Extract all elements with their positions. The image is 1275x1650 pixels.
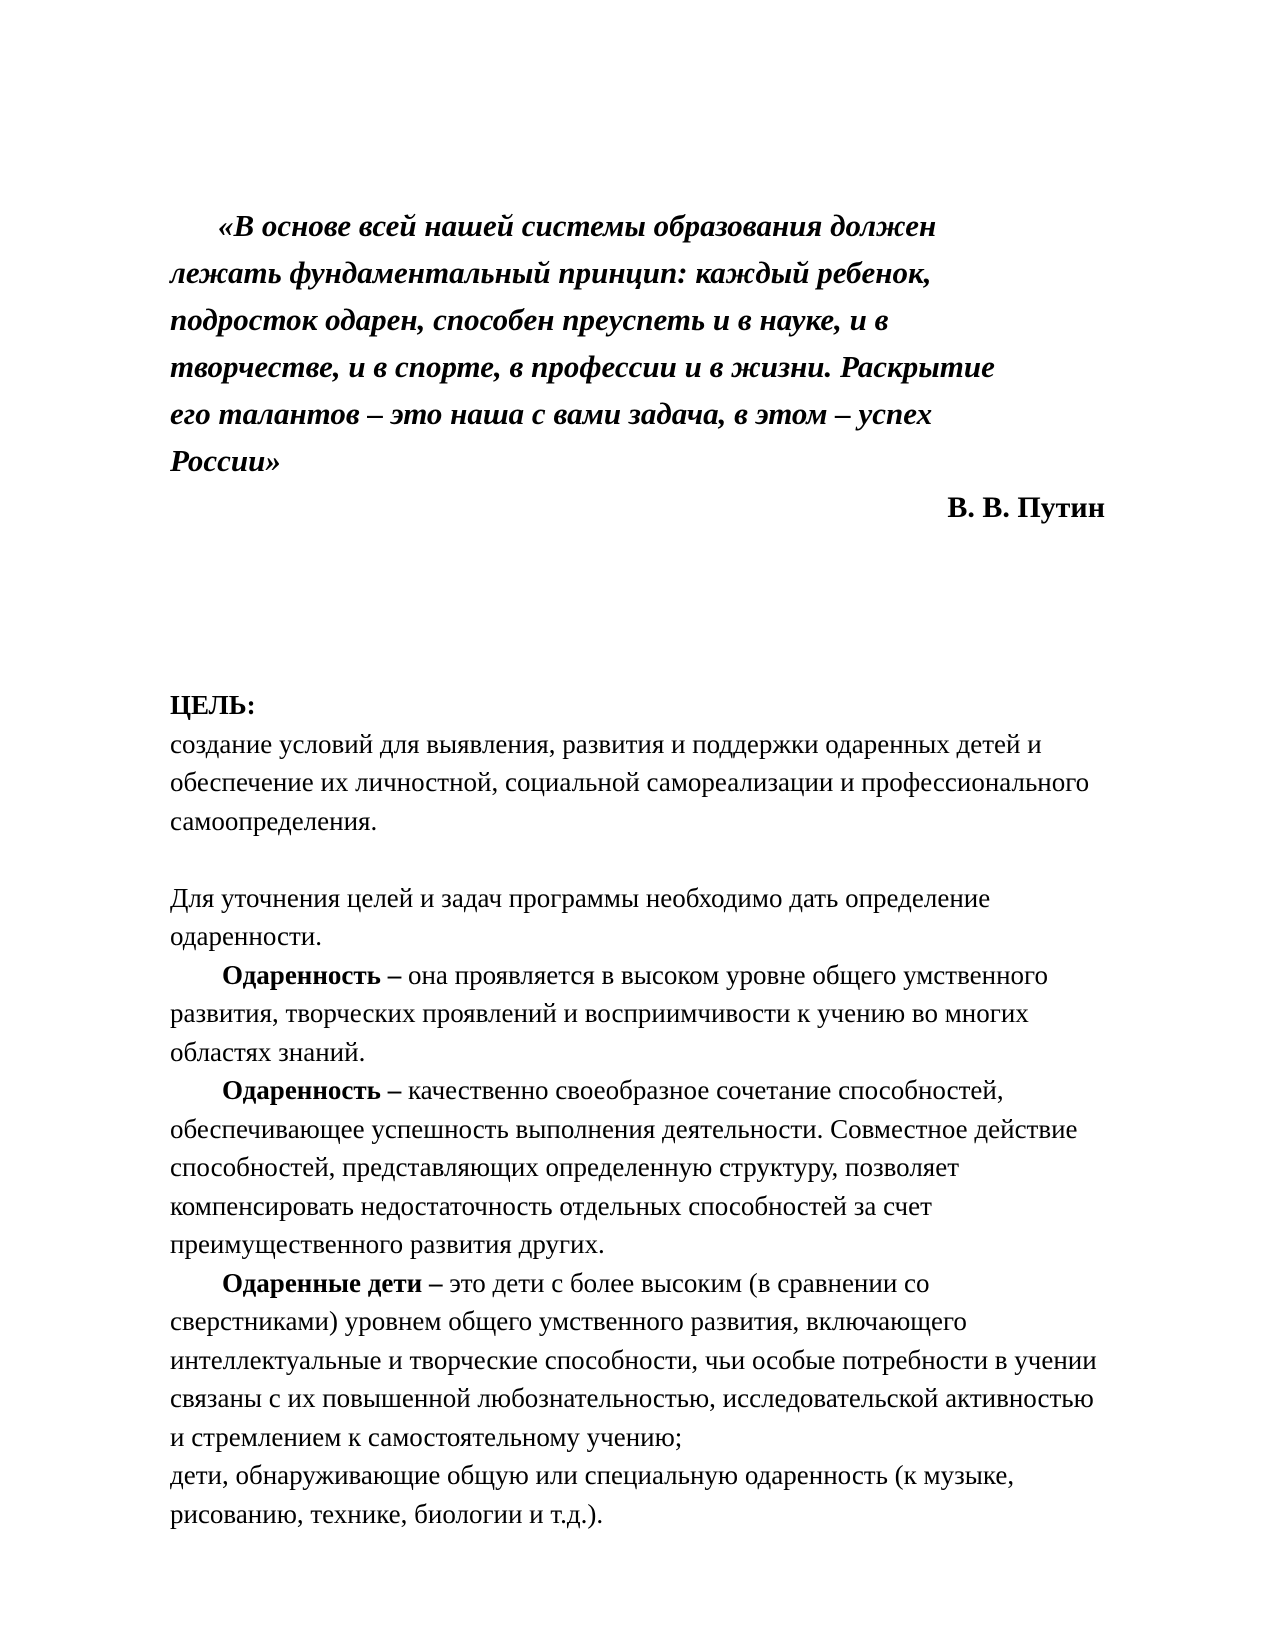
text-line: подросток одарен, способен преуспеть и в науке, и в [170,302,889,337]
bold-term: Одаренные дети – [222,1267,443,1298]
paragraph [170,1456,1105,1533]
paragraph [170,879,1105,956]
text-line: дети, обнаруживающие общую или специальную одаренность (к музыке, [170,1460,1015,1490]
quote-attribution: В. В. Путин [947,491,1105,524]
text-line: «В основе всей нашей системы образования должен [218,208,937,243]
text-line: обеспечение их личностной, социальной самореализации и профессионального [170,767,1090,797]
paragraph [170,1264,1105,1457]
text-line: самоопределения. [170,805,378,836]
text-line: и стремлением к самостоятельному учению; [170,1421,683,1452]
text-line: Одаренность – качественно своеобразное сочетание способностей, [222,1075,1004,1105]
text-line: интеллектуальные и творческие способности, чьи особые потребности в учении [170,1344,1097,1375]
text-line: сверстниками) уровнем общего умственного развития, включающего [170,1306,967,1336]
page-content [170,0,1105,1533]
text-line: Одаренность – она проявляется в высоком уровне общего умственного [222,959,1048,990]
quote-text [170,202,1105,484]
text-line: одаренности. [170,921,322,951]
goal-text [170,725,1105,841]
paragraph [170,1071,1105,1264]
text-line: обеспечивающее успешность выполнения деятельности. Совместное действие [170,1113,1078,1144]
epigraph-quote [170,202,1105,531]
paragraph [170,956,1105,1072]
text-line: его талантов – это наша с вами задача, в этом – успех [170,396,933,431]
bold-term: Одаренность – [222,959,402,990]
text-line: России» [170,443,281,478]
bold-term: Одаренность – [222,1075,402,1105]
text-line: связаны с их повышенной любознательностью, исследовательской активностью [170,1383,1094,1413]
goal-section [170,686,1105,840]
text-line: способностей, представляющих определенную структуру, позволяет [170,1152,959,1182]
text-line: компенсировать недостаточность отдельных способностей за счет [170,1190,932,1221]
text-line: Одаренные дети – это дети с более высоким (в сравнении со [222,1267,930,1298]
goal-heading: ЦЕЛЬ: [170,690,256,720]
text-line: Для уточнения целей и задач программы необходимо дать определение [170,882,991,913]
text-line: творчестве, и в спорте, в профессии и в жизни. Раскрытие [170,349,995,384]
text-line: рисованию, технике, биологии и т.д.). [170,1498,604,1529]
definitions-section [170,879,1105,1534]
text-line: лежать фундаментальный принцип: каждый ребенок, [170,255,932,290]
text-line: создание условий для выявления, развития и поддержки одаренных детей и [170,728,1042,759]
text-line: преимущественного развития других. [170,1229,605,1259]
text-line: областях знаний. [170,1036,366,1067]
text-line: развития, творческих проявлений и восприимчивости к учению во многих [170,998,1029,1028]
